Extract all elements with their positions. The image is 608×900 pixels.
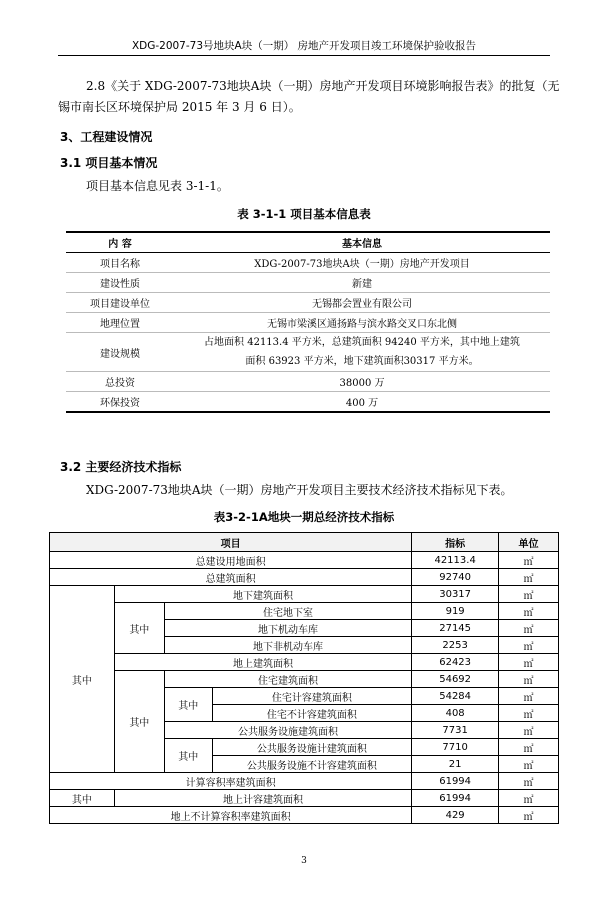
row-value: 无锡市梁溪区通扬路与滨水路交叉口东北侧	[174, 313, 550, 333]
table-1-header-info: 基本信息	[174, 232, 550, 253]
table-row	[50, 603, 559, 620]
table-1-header-content: 内 容	[66, 232, 174, 253]
group-label: 其中	[164, 739, 212, 773]
table-row	[50, 773, 559, 790]
unit: ㎡	[499, 620, 559, 637]
table-row	[50, 586, 559, 603]
value: 30317	[412, 586, 499, 603]
economic-indicator-table	[49, 532, 559, 824]
row-value: 38000 万	[174, 372, 550, 392]
group-label: 其中	[50, 586, 115, 773]
table-row	[50, 790, 559, 807]
item: 住宅建筑面积	[164, 671, 411, 688]
item: 地上建筑面积	[114, 654, 411, 671]
item: 总建设用地面积	[50, 552, 412, 569]
group-label: 其中	[50, 790, 115, 807]
section-3-1-heading: 3.1 项目基本情况	[60, 156, 158, 170]
table-row	[66, 253, 550, 273]
unit: ㎡	[499, 739, 559, 756]
value: 62423	[412, 654, 499, 671]
row-label: 建设性质	[66, 273, 174, 293]
unit: ㎡	[499, 654, 559, 671]
section-3-2-text: XDG-2007-73地块A块（一期）房地产开发项目主要技术经济技术指标见下表。	[86, 483, 513, 497]
unit: ㎡	[499, 586, 559, 603]
value: 61994	[412, 773, 499, 790]
value: 42113.4	[412, 552, 499, 569]
table-row	[50, 552, 559, 569]
unit: ㎡	[499, 688, 559, 705]
unit: ㎡	[499, 705, 559, 722]
value: 2253	[412, 637, 499, 654]
item: 地下建筑面积	[114, 586, 411, 603]
value: 27145	[412, 620, 499, 637]
table-2-caption: 表3-2-1A地块一期总经济技术指标	[213, 510, 395, 524]
unit: ㎡	[499, 603, 559, 620]
group-label: 其中	[114, 603, 164, 654]
header-rule	[58, 55, 550, 56]
table-row	[66, 273, 550, 293]
item: 公共服务设施计建筑面积	[212, 739, 412, 756]
value: 919	[412, 603, 499, 620]
unit: ㎡	[499, 722, 559, 739]
value: 429	[412, 807, 499, 824]
table-row	[66, 392, 550, 413]
group-label: 其中	[164, 688, 212, 722]
value: 54284	[412, 688, 499, 705]
para-2-8-line1: 2.8《关于 XDG-2007-73地块A块（一期）房地产开发项目环境影响报告表》的批复（无	[86, 79, 560, 93]
table-1-caption: 表 3-1-1 项目基本信息表	[237, 207, 371, 221]
row-label: 环保投资	[66, 392, 174, 413]
item: 公共服务设施建筑面积	[164, 722, 411, 739]
col-header-unit: 单位	[499, 533, 559, 552]
unit: ㎡	[499, 807, 559, 824]
para-2-8-line2: 锡市南长区环境保护局 2015 年 3 月 6 日）。	[58, 100, 301, 114]
row-value: 无锡都会置业有限公司	[174, 293, 550, 313]
item: 总建筑面积	[50, 569, 412, 586]
item: 地下非机动车库	[164, 637, 411, 654]
unit: ㎡	[499, 790, 559, 807]
table-row	[66, 372, 550, 392]
row-label: 总投资	[66, 372, 174, 392]
table-row	[66, 313, 550, 333]
unit: ㎡	[499, 773, 559, 790]
item: 地上不计算容积率建筑面积	[50, 807, 412, 824]
page-number: 3	[301, 856, 307, 866]
unit: ㎡	[499, 637, 559, 654]
row-value: XDG-2007-73地块A块（一期）房地产开发项目	[174, 253, 550, 273]
table-row	[50, 654, 559, 671]
value: 92740	[412, 569, 499, 586]
value: 408	[412, 705, 499, 722]
col-header-item: 项目	[50, 533, 412, 552]
row-label: 项目建设单位	[66, 293, 174, 313]
row-label: 地理位置	[66, 313, 174, 333]
value: 21	[412, 756, 499, 773]
table-row	[66, 293, 550, 313]
unit: ㎡	[499, 552, 559, 569]
item: 住宅计容建筑面积	[212, 688, 412, 705]
unit: ㎡	[499, 756, 559, 773]
table-row	[50, 569, 559, 586]
section-3-2-heading: 3.2 主要经济技术指标	[60, 460, 182, 474]
group-label: 其中	[114, 671, 164, 773]
row-value: 占地面积 42113.4 平方米，总建筑面积 94240 平方米，其中地上建筑面积 63923 平方米，地下建筑面积30317 平方米。	[174, 333, 550, 372]
value: 7731	[412, 722, 499, 739]
value: 7710	[412, 739, 499, 756]
table-row	[66, 333, 550, 372]
row-value: 400 万	[174, 392, 550, 413]
item: 住宅不计容建筑面积	[212, 705, 412, 722]
item: 公共服务设施不计容建筑面积	[212, 756, 412, 773]
col-header-value: 指标	[412, 533, 499, 552]
table-row	[50, 807, 559, 824]
row-label: 项目名称	[66, 253, 174, 273]
item: 住宅地下室	[164, 603, 411, 620]
value: 61994	[412, 790, 499, 807]
page-header: XDG-2007-73号地块A块（一期） 房地产开发项目竣工环境保护验收报告	[131, 40, 477, 52]
item: 地下机动车库	[164, 620, 411, 637]
value: 54692	[412, 671, 499, 688]
item: 地上计容建筑面积	[114, 790, 411, 807]
unit: ㎡	[499, 671, 559, 688]
project-info-table	[66, 231, 550, 413]
section-3-heading: 3、工程建设情况	[60, 130, 153, 144]
table-row	[50, 671, 559, 688]
row-value: 新建	[174, 273, 550, 293]
unit: ㎡	[499, 569, 559, 586]
section-3-1-text: 项目基本信息见表 3-1-1。	[86, 179, 229, 193]
item: 计算容积率建筑面积	[50, 773, 412, 790]
row-label: 建设规模	[66, 333, 174, 372]
